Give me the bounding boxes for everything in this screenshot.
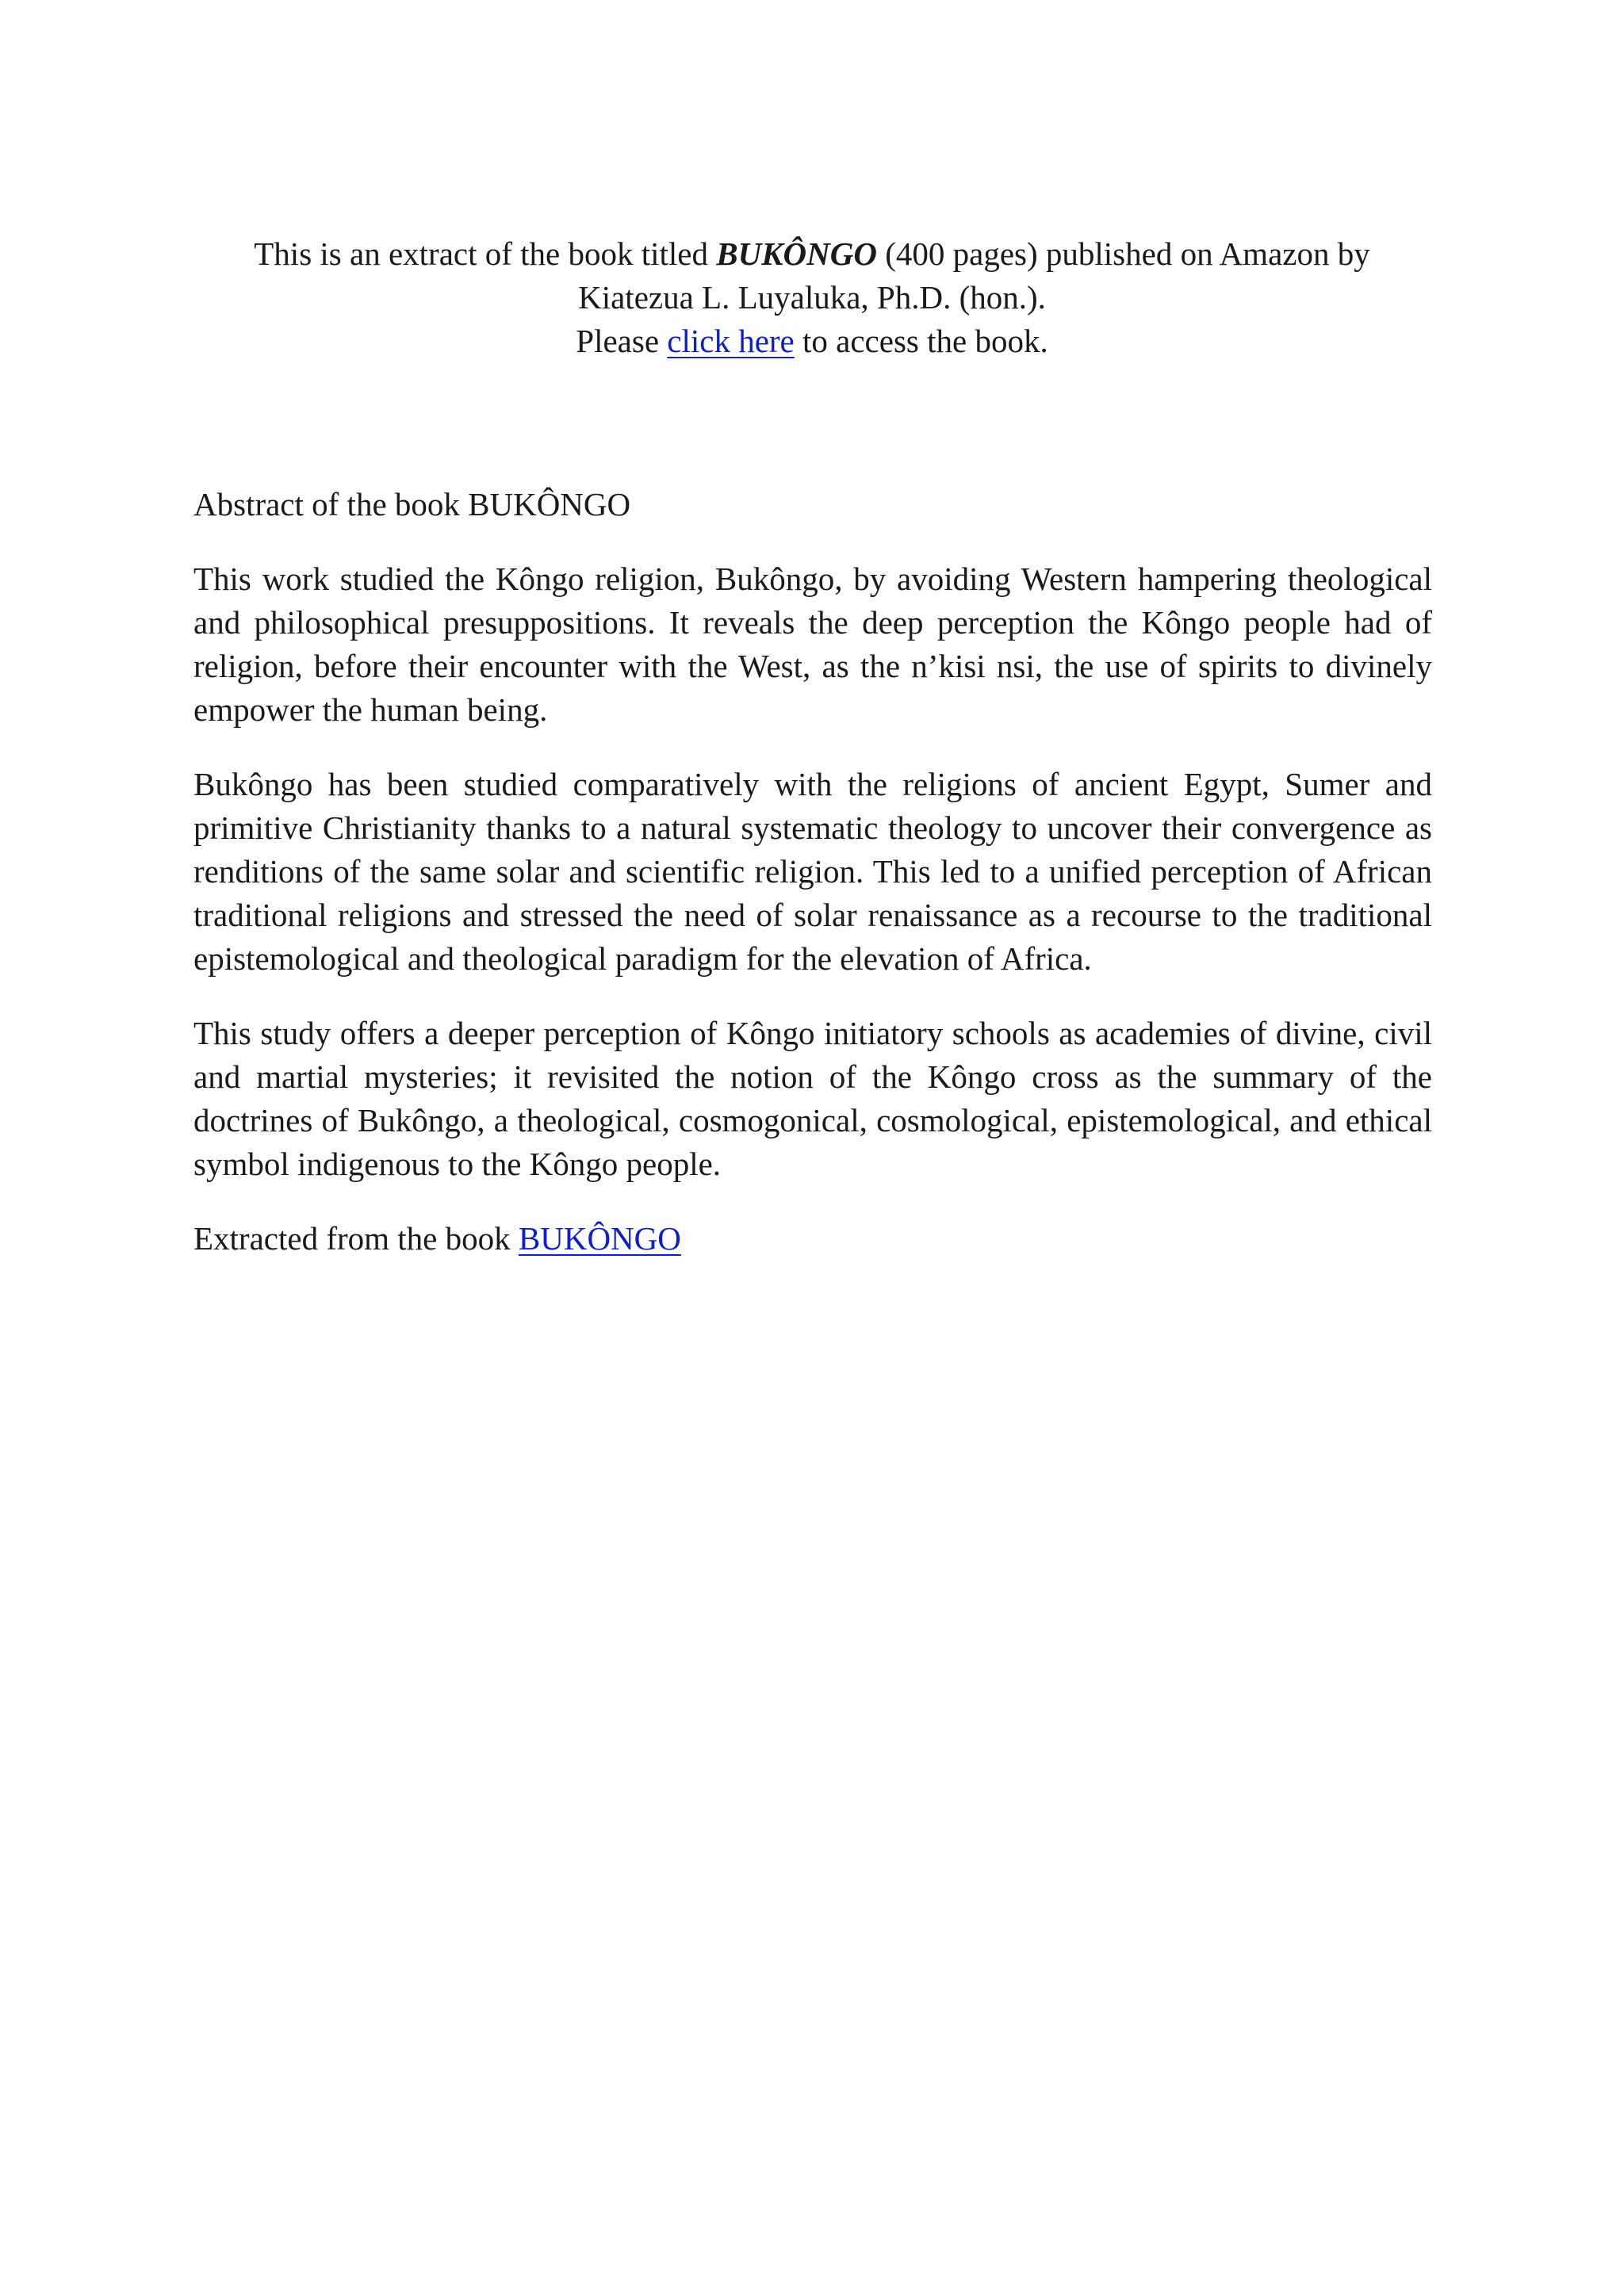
access-suffix: to access the book. [794, 323, 1048, 359]
extract-notice [143, 232, 1481, 363]
bukongo-book-link[interactable]: BUKÔNGO [518, 1220, 681, 1257]
access-line [143, 320, 1481, 363]
abstract-section [193, 483, 1432, 1292]
extract-notice-line-1 [143, 232, 1481, 276]
abstract-paragraph-3: This study offers a deeper perception of Kôngo initiatory schools as academies of divine, civil and martial mysteries; it revisited the notion of the Kôngo cross as the summary of the doctrines of Bukôngo, a theological, cosmogonical, cosmological, epistemological, and ethical symbol indigenous to the Kôngo people. [193, 1015, 1432, 1182]
abstract-paragraph-1: This work studied the Kôngo religion, Bukôngo, by avoiding Western hampering theological and philosophical presuppositions. It reveals the deep perception the Kôngo people had of religion, before their encounter with the West, as the n’kisi nsi, the use of spirits to divinely empower the human being. [193, 561, 1432, 728]
extract-notice-prefix: This is an extract of the book titled [254, 235, 717, 272]
click-here-link[interactable]: click here [667, 323, 795, 359]
extract-notice-suffix: (400 pages) published on Amazon by [876, 235, 1370, 272]
abstract-paragraph-2: Bukôngo has been studied comparatively with the religions of ancient Egypt, Sumer and primitive Christianity thanks to a natural systematic theology to uncover their convergence as renditions of the same solar and scientific religion. This led to a unified perception of African traditional religions and stressed the need of solar renaissance as a recourse to the traditional epistemological and theological paradigm for the elevation of Africa. [193, 766, 1432, 977]
book-title: BUKÔNGO [716, 235, 877, 272]
access-prefix: Please [576, 323, 668, 359]
author-line: Kiatezua L. Luyaluka, Ph.D. (hon.). [578, 279, 1046, 316]
abstract-heading: Abstract of the book BUKÔNGO [193, 486, 631, 522]
extracted-from-line [193, 1217, 1432, 1261]
extracted-from-prefix: Extracted from the book [193, 1220, 519, 1257]
